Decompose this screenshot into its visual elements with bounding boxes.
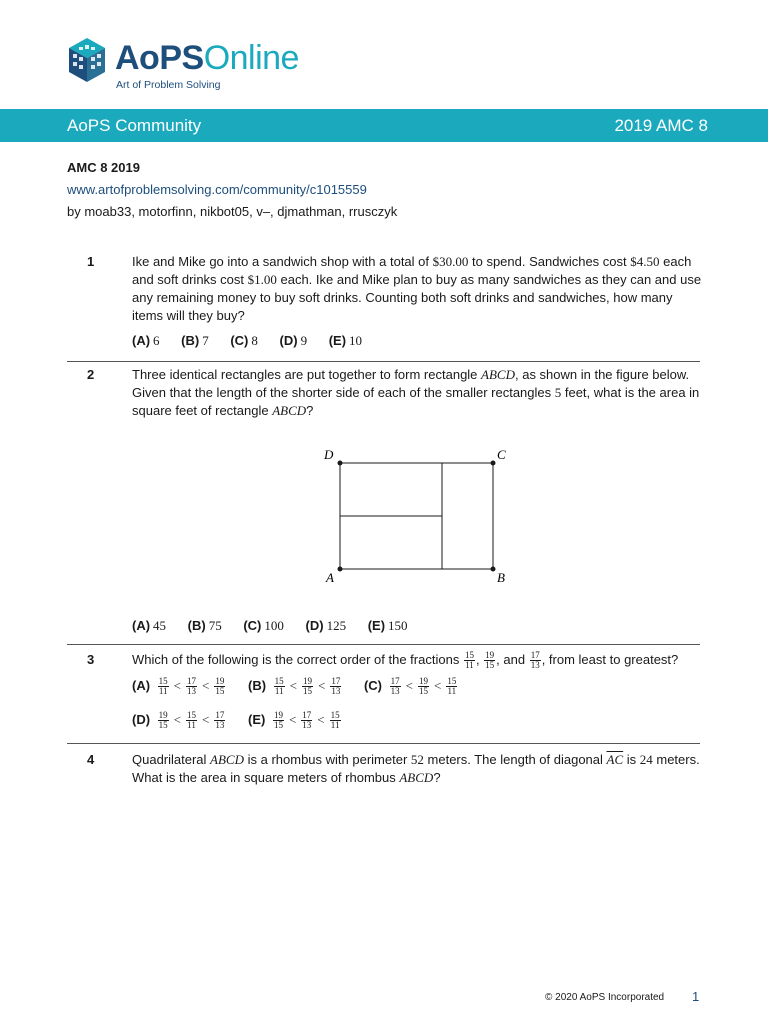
problem-number: 4 — [87, 752, 95, 767]
label-a: A — [326, 570, 334, 585]
problem-text: Quadrilateral ABCD is a rhombus with perimeter 52 meters. The length of diagonal $\overline{AC}$ is 24 meters. What is the area in square meters of rhombus ABCD? — [132, 752, 700, 785]
vertex-a — [338, 567, 343, 572]
choice-b: (B) $\frac{15}{11}$ < $\frac{19}{15}$ < $\frac{17}{13}$ — [247, 676, 341, 697]
choice-c: (C) $\frac{17}{13}$ < $\frac{19}{15}$ < $\frac{15}{11}$ — [363, 676, 457, 697]
vertex-d — [338, 461, 343, 466]
choice-d: (D) 9 — [279, 333, 308, 348]
label-c: C — [497, 447, 506, 462]
choice-b: (B) 75 — [187, 618, 222, 633]
choice-a: (A) 6 — [132, 333, 160, 348]
aops-cube-icon — [67, 37, 107, 83]
authors: by moab33, motorfinn, nikbot05, v–, djmathman, rrusczyk — [67, 204, 398, 219]
choice-b: (B) 7 — [181, 333, 209, 348]
label-d: D — [324, 447, 334, 462]
choice-a: (A) 45 — [132, 618, 167, 633]
document-title: AMC 8 2019 — [67, 160, 140, 175]
divider — [67, 644, 700, 645]
divider — [67, 743, 700, 744]
problem-number: 1 — [87, 254, 95, 269]
divider — [67, 361, 700, 362]
label-b: B — [497, 570, 505, 585]
page-number: 1 — [692, 989, 700, 1004]
choice-e: (E) 150 — [367, 618, 408, 633]
problem-text: Three identical rectangles are put together to form rectangle ABCD, as shown in the figure below. Given that the length of the shorter side of each of the smaller rectangles 5 feet, what is the area in square feet of rectangle ABCD? — [132, 367, 700, 418]
community-url-link[interactable]: www.artofproblemsolving.com/community/c1015559 — [67, 182, 367, 197]
problem-text: Ike and Mike go into a sandwich shop with a total of $30.00 to spend. Sandwiches cost $4.50 each and soft drinks cost $1.00 each. Ike and Mike plan to buy as many sandwiches as they can and use any remaining money to buy soft drinks. Counting both soft drinks and sandwiches, how many items will they buy? — [132, 254, 702, 323]
brand-name — [115, 41, 299, 75]
vertex-b — [491, 567, 496, 572]
answer-choices — [132, 617, 426, 635]
problem-number: 2 — [87, 367, 95, 382]
choice-c: (C) 100 — [243, 618, 284, 633]
answer-choices-row-1 — [132, 677, 476, 696]
brand-bold: AoPS — [115, 39, 204, 77]
problem-text: Which of the following is the correct order of the fractions $\frac{15}{11}$ , $\frac{19}{15}$ , and $\frac{17}{13}$ , from least to greatest? — [132, 650, 679, 671]
vertex-c — [491, 461, 496, 466]
community-link[interactable]: AoPS Community — [67, 116, 202, 135]
choice-d: (D) $\frac{19}{15}$ < $\frac{15}{11}$ < $\frac{17}{13}$ — [132, 710, 225, 731]
answer-choices-row-2 — [132, 711, 360, 730]
rectangle-figure — [310, 442, 520, 590]
choice-d: (D) 125 — [305, 618, 347, 633]
copyright: © 2020 AoPS Incorporated — [545, 992, 665, 1003]
answer-choices — [132, 332, 380, 350]
problem-number: 3 — [87, 652, 95, 667]
choice-c: (C) 8 — [230, 333, 258, 348]
choice-e: (E) 10 — [328, 333, 363, 348]
brand-light: Online — [203, 39, 299, 77]
header-band — [0, 109, 768, 142]
brand-tagline: Art of Problem Solving — [116, 79, 221, 91]
contest-title: 2019 AMC 8 — [614, 116, 708, 135]
document-meta — [67, 157, 397, 223]
choice-e: (E) $\frac{19}{15}$ < $\frac{17}{13}$ < $\frac{15}{11}$ — [247, 710, 340, 731]
choice-a: (A) $\frac{15}{11}$ < $\frac{17}{13}$ < $\frac{19}{15}$ — [132, 676, 225, 697]
